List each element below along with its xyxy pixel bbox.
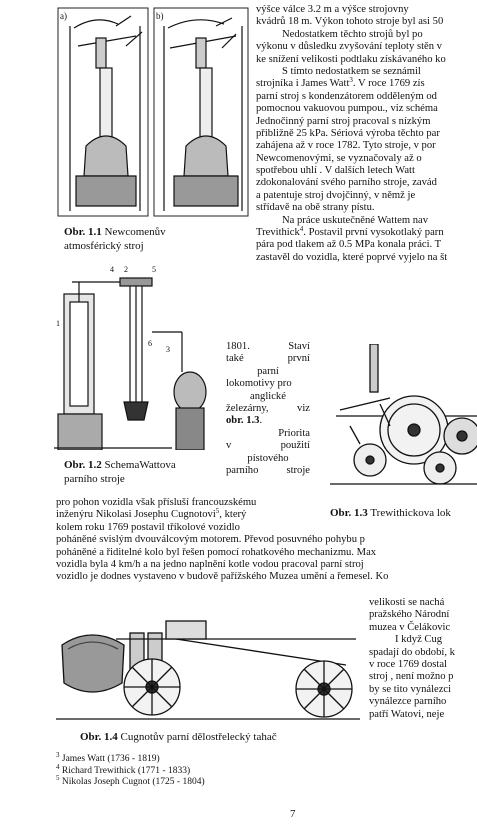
text-line: spadají do období, k bbox=[369, 646, 455, 658]
figure-label-3: 3 bbox=[166, 345, 170, 354]
figure-cugnot-tractor bbox=[56, 605, 360, 723]
text-line: kolem roku 1769 postavil tříkolové vozidlo bbox=[56, 521, 240, 533]
figure-label-1: 1 bbox=[56, 319, 60, 328]
text-line: patří Watovi, neje bbox=[369, 708, 445, 720]
figure-label-4: 4 bbox=[110, 265, 114, 274]
text-word: použití bbox=[280, 440, 310, 452]
footnote-text: James Watt (1736 - 1819) bbox=[59, 754, 160, 764]
text-line: pomocnou vakuovou pumpou., viz schéma bbox=[256, 103, 438, 115]
text-segment: . V roce 1769 zís bbox=[352, 78, 425, 90]
body-text-right-column bbox=[256, 4, 477, 264]
text-line: zahájena až v roce 1782. Tyto stroje, v por bbox=[256, 140, 436, 152]
text-line bbox=[256, 78, 477, 90]
footnote-text: Nikolas Joseph Cugnot (1725 - 1804) bbox=[59, 777, 205, 787]
figure-watt-schema bbox=[52, 262, 220, 450]
text-word: železárny, bbox=[226, 403, 269, 415]
text-word: parní bbox=[257, 365, 279, 377]
figure-reference: obr. 1.3 bbox=[226, 415, 260, 427]
text-line: I když Cug bbox=[395, 634, 443, 646]
footnote bbox=[56, 774, 205, 789]
text-line: výkonu v důsledku zvyšování teploty stěn v bbox=[256, 41, 442, 53]
caption-label: Obr. 1.1 bbox=[64, 226, 102, 238]
text-line: a patentuje stroj dvojčinný, v němž je bbox=[256, 189, 416, 201]
footnote-number: 4 bbox=[56, 762, 60, 771]
text-line: stroj , není možno p bbox=[369, 671, 454, 683]
text-line: Jednočinný parní stroj pracoval s nízkým bbox=[256, 115, 431, 127]
footnote-ref: 3 bbox=[349, 76, 353, 85]
text-line bbox=[256, 227, 477, 239]
text-word: viz bbox=[297, 403, 310, 415]
text-line bbox=[56, 509, 477, 521]
text-line: vynálezce parního bbox=[369, 696, 447, 708]
caption-text: SchemaWattova bbox=[101, 459, 176, 471]
footnote-number: 5 bbox=[56, 774, 60, 782]
footnotes bbox=[56, 751, 205, 789]
text-line: Newcomenovými, se vyznačovaly až o bbox=[256, 152, 422, 164]
text-word: v bbox=[226, 440, 232, 452]
text-segment: inženýru Nikolasi Josephu Cugnotovi bbox=[56, 509, 216, 521]
caption-label: Obr. 1.2 bbox=[64, 459, 102, 471]
text-word: parního bbox=[226, 465, 259, 477]
figure-trevithick-locomotive bbox=[330, 344, 477, 494]
caption-label: Obr. 1.3 bbox=[330, 507, 368, 519]
text-line: Nedostatkem těchto strojů byl po bbox=[282, 28, 423, 40]
figure-label-2: 2 bbox=[124, 265, 128, 274]
body-text-narrow-column bbox=[226, 341, 310, 477]
text-segment: Trevithick bbox=[256, 227, 300, 239]
figure-newcomen-engine bbox=[56, 6, 252, 218]
text-word: lokomotivy pro bbox=[226, 378, 292, 390]
text-line: střídavě na obě strany pístu. bbox=[256, 202, 375, 214]
footnote-text: Richard Trewithick (1771 - 1833) bbox=[59, 765, 191, 776]
body-text-cugnot bbox=[56, 497, 477, 584]
text-line: S tímto nedostatkem se seznámil bbox=[282, 65, 421, 77]
figure-label-6: 6 bbox=[148, 339, 152, 348]
text-line: pražského Národní bbox=[369, 609, 450, 621]
text-word: stroje bbox=[286, 465, 310, 477]
text-line: by se tito vynálezci bbox=[369, 683, 452, 695]
figure-label-a: a) bbox=[60, 11, 67, 21]
text-line: přibližně 25 kPa. Sériová výroba těchto par bbox=[256, 127, 440, 139]
caption-text: Cugnotův parní dělostřelecký tahač bbox=[117, 731, 277, 743]
text-line: zdokonalování svého parního stroje, zavád bbox=[256, 177, 437, 189]
text-line: Na práce uskutečněné Wattem nav bbox=[282, 214, 429, 226]
text-line: ke snížení velikosti podtlaku získávaného ko bbox=[256, 53, 446, 65]
caption-text-line2: parního stroje bbox=[64, 473, 125, 485]
caption-fig-1-2 bbox=[64, 458, 176, 486]
text-line: výšce válce 3.2 m a výšce strojovny bbox=[256, 4, 409, 15]
caption-label: Obr. 1.4 bbox=[80, 731, 118, 743]
text-line: poháněné svislým dvouválcovým motorem. Převod posuvného pohybu p bbox=[56, 534, 365, 546]
text-line: vozidla byla 4 km/h a na jedno naplnění kotle vodou pracoval parní stroj bbox=[56, 558, 364, 570]
text-line: parní stroj s kondenzátorem odděleným od bbox=[256, 90, 437, 102]
text-segment: , který bbox=[219, 509, 247, 521]
text-line: kvádrů 18 m. Výkon tohoto stroje byl asi 50 bbox=[256, 16, 444, 28]
page-number: 7 bbox=[290, 808, 296, 820]
text-word: první bbox=[287, 353, 310, 365]
text-segment: . Postavil první vysokotlaký parn bbox=[303, 227, 444, 239]
caption-text: Newcomenův bbox=[101, 226, 166, 238]
figure-label-b: b) bbox=[156, 11, 164, 21]
figure-label-5: 5 bbox=[152, 265, 156, 274]
footnote bbox=[56, 762, 205, 778]
text-line: spotřebou uhlí . V dalších letech Watt bbox=[256, 165, 415, 177]
text-line: vozidlo je dodnes vystaveno v budově pařížského Muzea umění a řemesel. Ko bbox=[56, 571, 389, 583]
text-word: pístového bbox=[247, 452, 289, 464]
text-word: Priorita bbox=[278, 427, 310, 439]
footnote-ref: 4 bbox=[299, 225, 304, 234]
caption-fig-1-4 bbox=[80, 730, 277, 744]
text-line: v roce 1769 dostal bbox=[369, 658, 447, 670]
text-segment: strojníka i James Watt bbox=[256, 78, 350, 90]
text-word: anglické bbox=[250, 390, 286, 402]
text-word: 1801. bbox=[226, 341, 250, 352]
footnote-ref: 5 bbox=[215, 507, 220, 516]
caption-text-line2: atmosférický stroj bbox=[64, 240, 144, 252]
footnote bbox=[56, 751, 205, 766]
text-word: . bbox=[259, 415, 263, 427]
footnote-number: 3 bbox=[56, 751, 60, 759]
text-line: pára pod tlakem až 0.5 MPa konala práci. T bbox=[256, 239, 442, 251]
text-line: velikosti se nachá bbox=[369, 597, 445, 608]
caption-text: Trewithickova lok bbox=[367, 507, 451, 519]
body-text-right-bottom bbox=[369, 597, 477, 721]
text-line: poháněné a řiditelné kolo byl řešen pomocí rohatkového mechanizmu. Max bbox=[56, 546, 377, 558]
text-word: Staví bbox=[288, 341, 310, 352]
text-line: zastavěl do vozidla, které poprvé vyjelo na št bbox=[256, 251, 448, 263]
text-word: také bbox=[226, 353, 244, 365]
caption-fig-1-1 bbox=[64, 225, 166, 253]
text-line: muzea v Čelákovic bbox=[369, 621, 451, 633]
text-line: pro pohon vozidla však přísluší francouzskému bbox=[56, 497, 257, 508]
